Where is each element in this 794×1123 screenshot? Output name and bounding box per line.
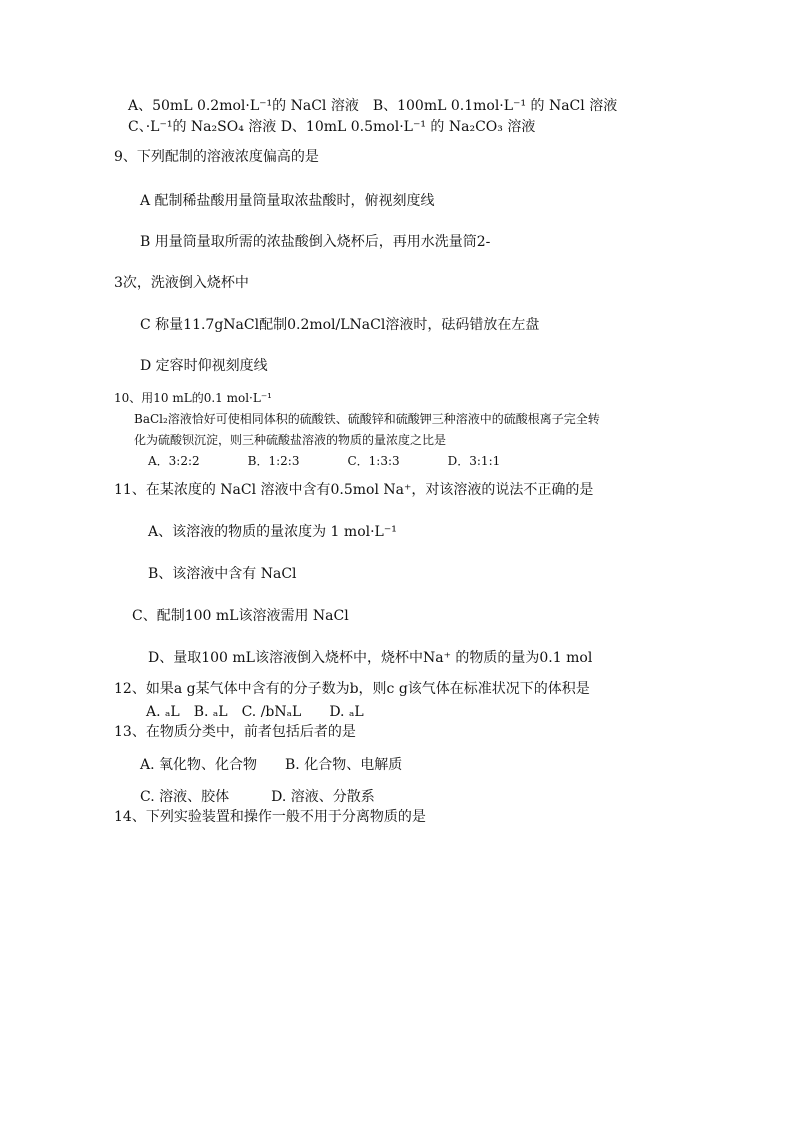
q11-option-d: D、量取100 mL该溶液倒入烧杯中，烧杯中Na⁺ 的物质的量为0.1 mol	[148, 650, 593, 666]
q8-options-ab: A、50mL 0.2mol·L⁻¹的 NaCl 溶液 B、100mL 0.1mol·L⁻¹ 的 NaCl 溶液	[128, 98, 618, 114]
q13-options-ab: A. 氧化物、化合物 B. 化合物、电解质	[140, 757, 403, 773]
q11-option-c: C、配制100 mL该溶液需用 NaCl	[132, 608, 349, 624]
q9-option-a: A 配制稀盐酸用量筒量取浓盐酸时，俯视刻度线	[140, 193, 435, 209]
q10-stem: 10、用10 mL的0.1 mol·L⁻¹	[114, 391, 272, 405]
q10-stem-line3: 化为硫酸钡沉淀，则三种硫酸盐溶液的物质的量浓度之比是	[134, 433, 447, 447]
q13-options-cd: C. 溶液、胶体 D. 溶液、分散系	[140, 789, 375, 805]
q9-option-b: B 用量筒量取所需的浓盐酸倒入烧杯后，再用水洗量筒2-	[140, 234, 491, 250]
q9-stem: 9、下列配制的溶液浓度偏高的是	[114, 149, 319, 165]
q9-option-d: D 定容时仰视刻度线	[140, 358, 268, 374]
q14-stem: 14、下列实验装置和操作一般不用于分离物质的是	[114, 809, 426, 825]
q12-options: A. ₐL B. ₐL C. /bNₐL D. ₐL	[146, 704, 364, 720]
q10-stem-line2: BaCl₂溶液恰好可使相同体积的硫酸铁、硫酸锌和硫酸钾三种溶液中的硫酸根离子完全转	[134, 412, 600, 426]
q10-options: A．3:2:2 B．1:2:3 C．1:3:3 D．3:1:1	[148, 454, 501, 468]
q12-stem: 12、如果a g某气体中含有的分子数为b，则c g该气体在标准状况下的体积是	[114, 681, 590, 697]
q11-stem: 11、在某浓度的 NaCl 溶液中含有0.5mol Na⁺，对该溶液的说法不正确的是	[114, 482, 594, 498]
q8-options-cd: C、·L⁻¹的 Na₂SO₄ 溶液 D、10mL 0.5mol·L⁻¹ 的 Na₂CO₃ 溶液	[128, 119, 536, 135]
q9-option-b-cont: 3次，洗液倒入烧杯中	[114, 275, 249, 291]
q11-option-b: B、该溶液中含有 NaCl	[148, 566, 297, 582]
q11-option-a: A、该溶液的物质的量浓度为 1 mol·L⁻¹	[148, 524, 397, 540]
q13-stem: 13、在物质分类中，前者包括后者的是	[114, 724, 356, 740]
q9-option-c: C 称量11.7gNaCl配制0.2mol/LNaCl溶液时，砝码错放在左盘	[140, 317, 540, 333]
